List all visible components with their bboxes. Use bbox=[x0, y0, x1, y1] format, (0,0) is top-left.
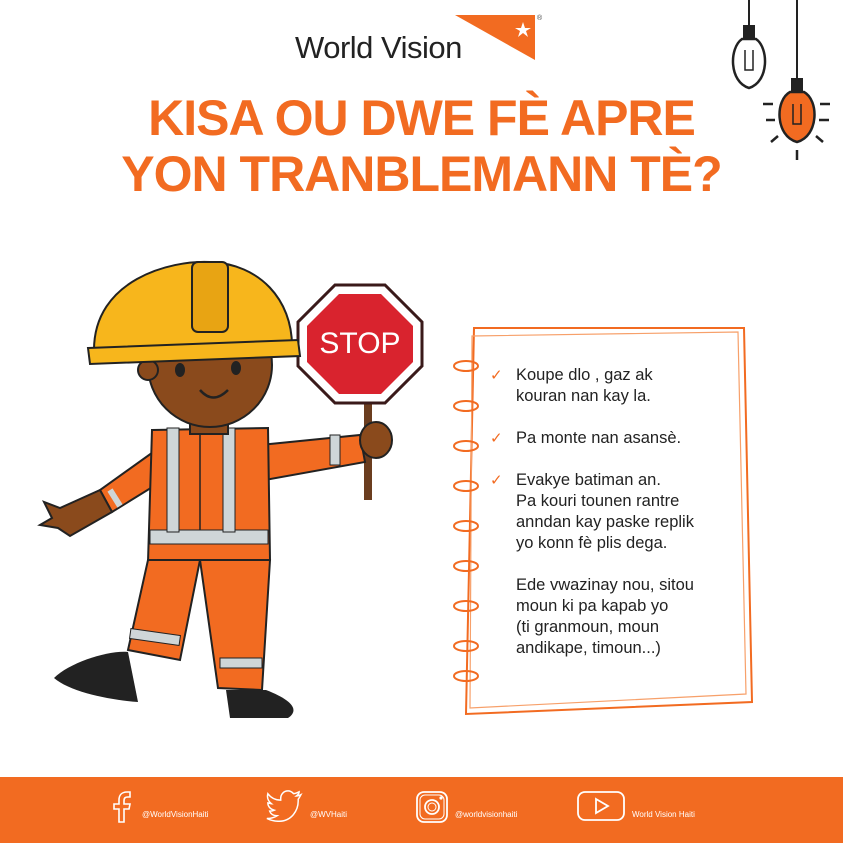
tip-item: ✓ Pa monte nan asansè. bbox=[490, 429, 682, 447]
stop-sign bbox=[298, 285, 422, 403]
tip-item: Ede vwazinay nou, sitou moun ki pa kapab yo (ti granmoun, moun andikape, timoun...) bbox=[516, 576, 694, 657]
logo-wordmark: World Vision bbox=[295, 30, 462, 65]
page-title-line-2: YON TRANBLEMANN TÈ? bbox=[121, 146, 722, 202]
social-footer: @WorldVisionHaiti @WVHaiti @worldvisionhaiti World Vision Haiti bbox=[0, 777, 843, 843]
instagram-icon bbox=[415, 790, 449, 824]
left-eye bbox=[175, 363, 185, 377]
right-boot bbox=[226, 690, 293, 718]
twitter-icon bbox=[266, 790, 306, 822]
left-hand bbox=[40, 490, 112, 536]
right-eye bbox=[231, 361, 241, 375]
stop-sign-text: STOP bbox=[319, 327, 401, 360]
check-icon: ✓ bbox=[490, 472, 503, 489]
youtube-icon bbox=[576, 790, 626, 822]
tip-item: ✓ Koupe dlo , gaz ak kouran nan kay la. bbox=[490, 366, 653, 405]
worker-illustration bbox=[30, 240, 450, 730]
page-title-line-1: KISA OU DWE FÈ APRE bbox=[148, 90, 695, 146]
logo-star-mark bbox=[453, 12, 543, 67]
right-hand bbox=[360, 422, 392, 458]
registered-mark: ® bbox=[537, 15, 543, 22]
bulb-off-icon bbox=[733, 0, 765, 88]
check-icon: ✓ bbox=[490, 367, 503, 384]
light-bulbs-decoration bbox=[715, 0, 843, 170]
right-leg bbox=[200, 560, 270, 690]
tips-list bbox=[490, 365, 750, 680]
check-icon: ✓ bbox=[490, 430, 503, 447]
tip-item: ✓ Evakye batiman an. Pa kouri tounen rantre anndan kay paske replik yo konn fè plis dega. bbox=[490, 471, 694, 552]
facebook-icon bbox=[112, 790, 136, 824]
left-leg bbox=[128, 560, 200, 660]
left-boot bbox=[54, 652, 138, 702]
world-vision-logo bbox=[295, 12, 555, 67]
